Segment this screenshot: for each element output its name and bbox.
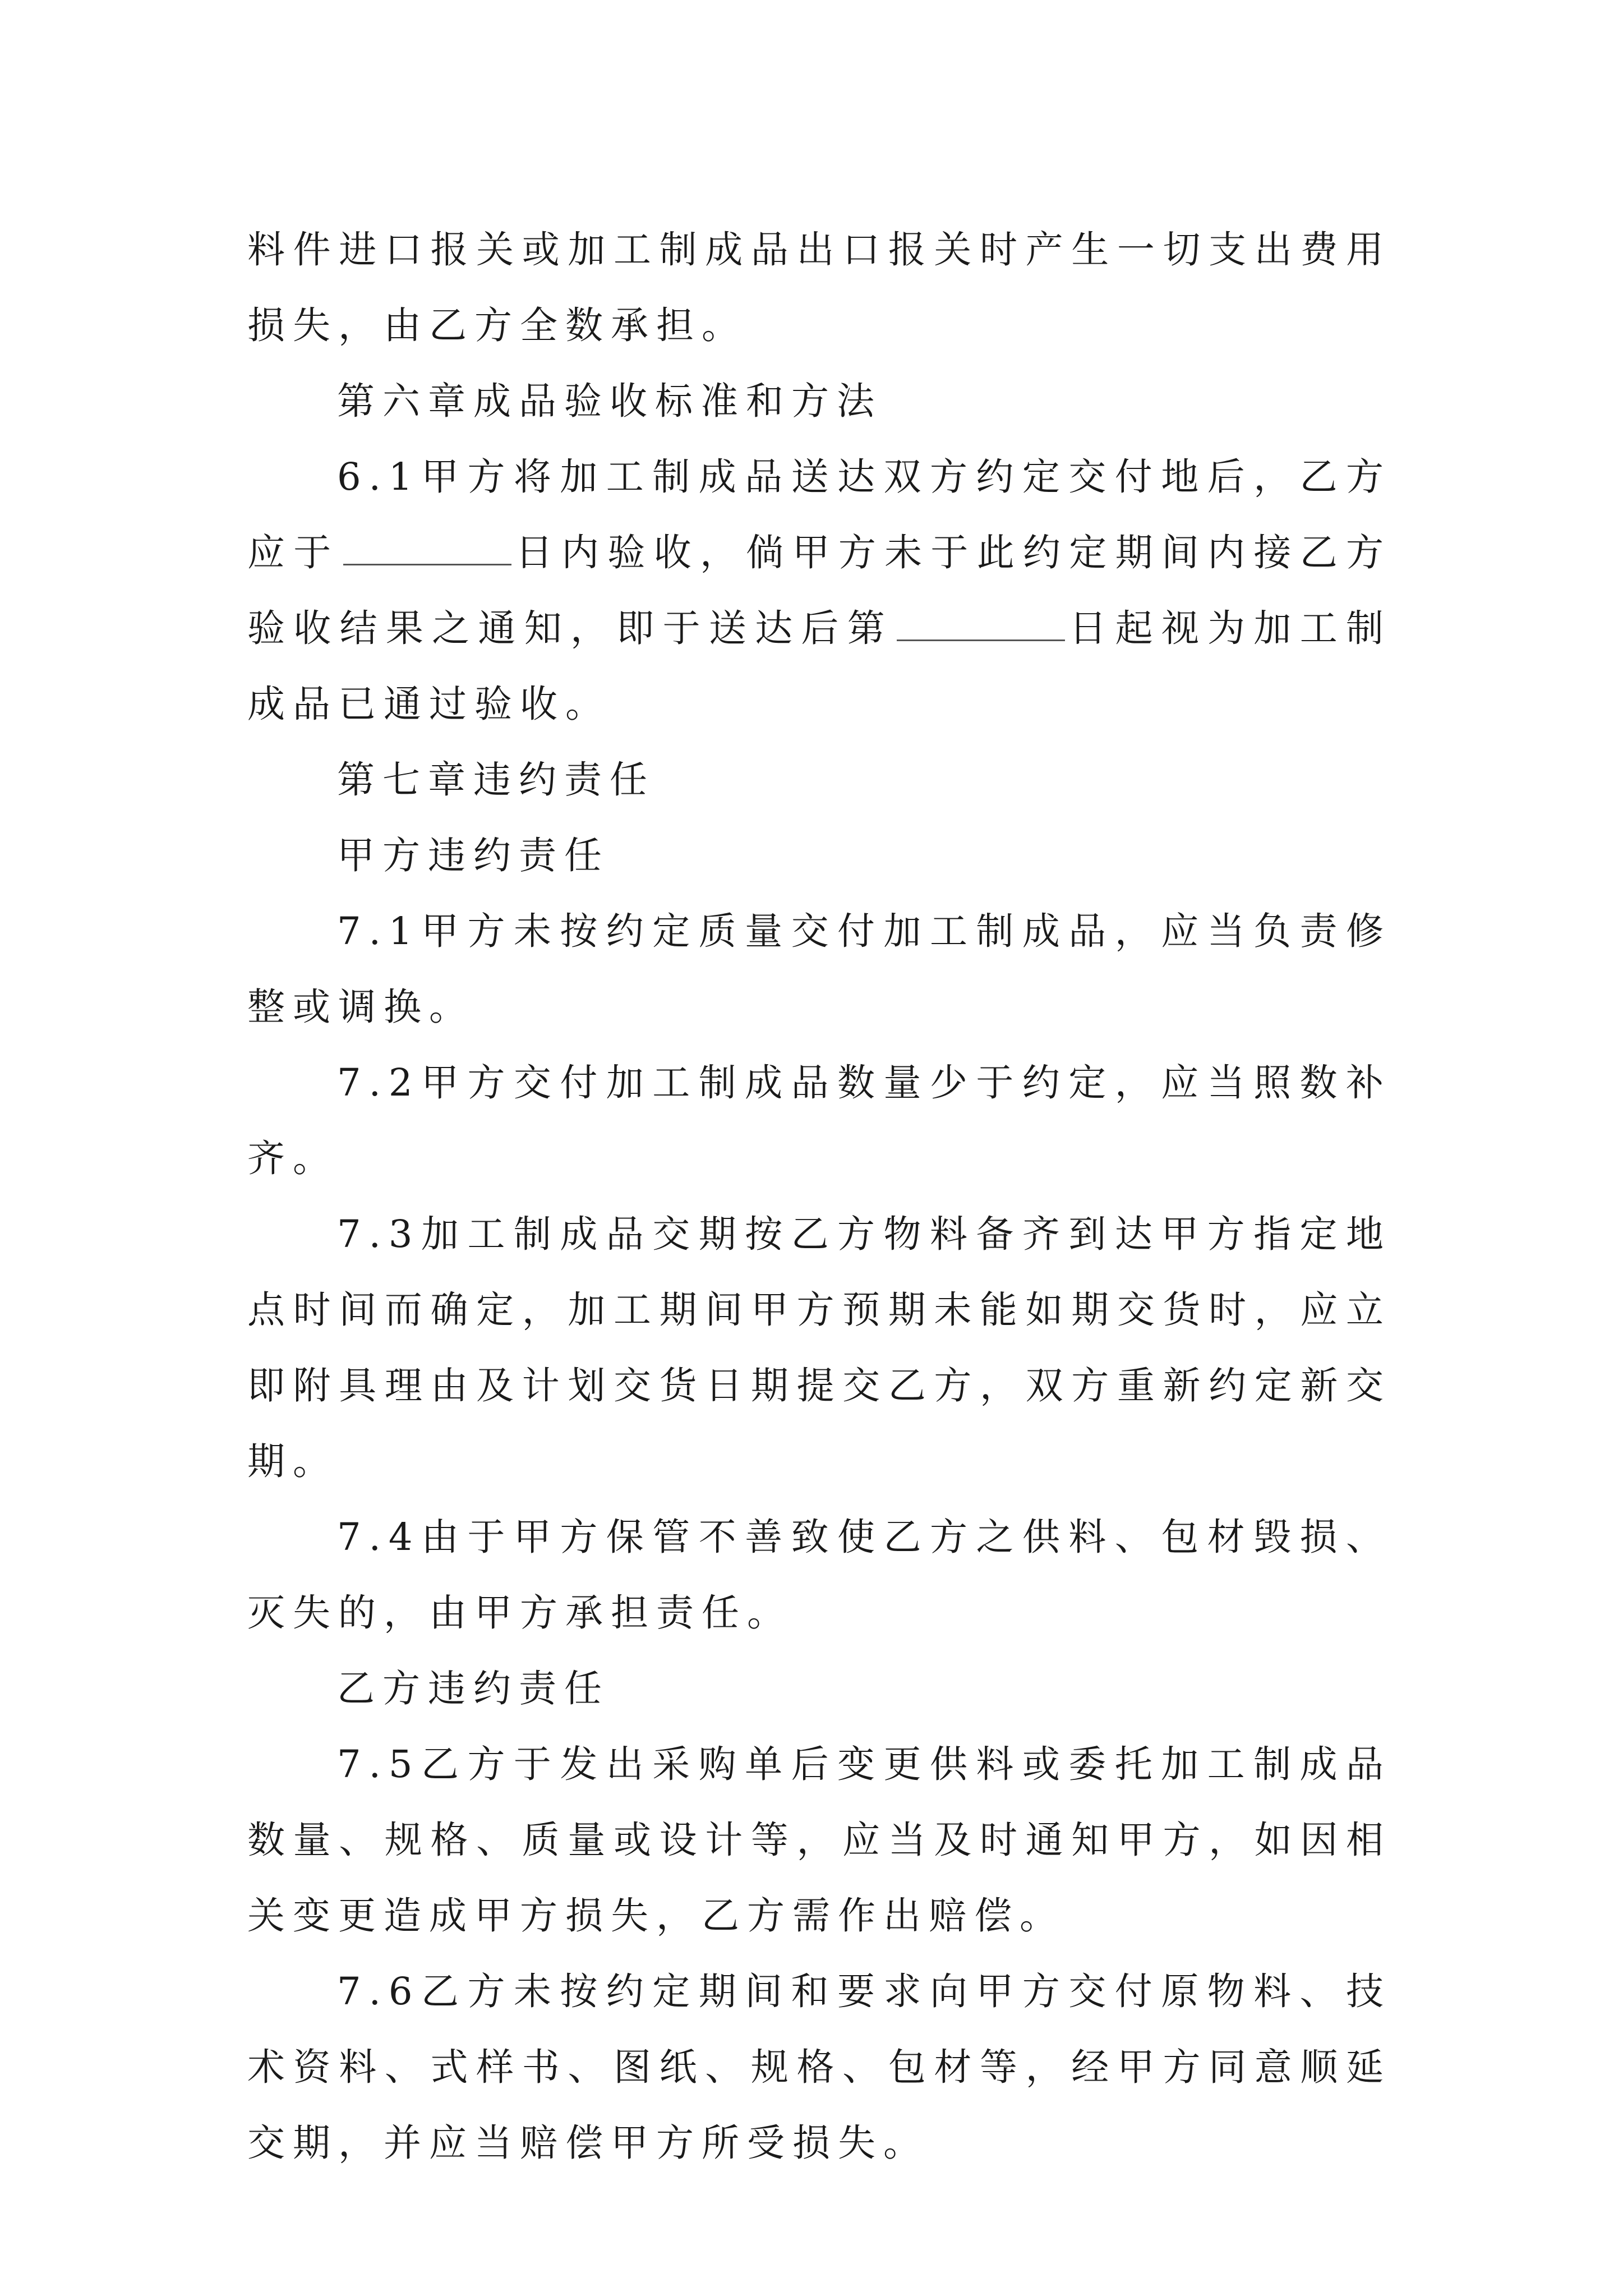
chapter-6-heading: 第六章成品验收标准和方法 (337, 379, 882, 423)
clause-7-2: 7.2甲方交付加工制成品数量少于约定，应当照数补齐。 (247, 1061, 1391, 1180)
clause-7-1: 7.1甲方未按约定质量交付加工制成品，应当负责修整或调换。 (247, 909, 1391, 1029)
document-body (247, 212, 1391, 2181)
party-b-liability-heading: 乙方违约责任 (337, 1667, 610, 1710)
clause-6-1 (247, 439, 1391, 742)
party-a-liability-heading: 甲方违约责任 (337, 834, 610, 877)
clause-7-6: 7.6乙方未按约定期间和要求向甲方交付原物料、技术资料、式样书、图纸、规格、包材等，经甲方同意顺延交期，并应当赔偿甲方所受损失。 (247, 1970, 1391, 2165)
clause-7-4: 7.4由于甲方保管不善致使乙方之供料、包材毁损、灭失的，由甲方承担责任。 (247, 1515, 1391, 1635)
clause-7-5: 7.5乙方于发出采购单后变更供料或委托加工制成品数量、规格、质量或设计等，应当及时通知甲方，如因相关变更造成甲方损失，乙方需作出赔偿。 (247, 1742, 1391, 1938)
clause-6-1-part-b: 日内验收，倘甲方未于此约定期间内接乙方验收结果之通知，即于送达后第 (247, 531, 1392, 650)
paragraph-customs-loss: 料件进口报关或加工制成品出口报关时产生一切支出费用损失，由乙方全数承担。 (247, 228, 1391, 347)
blank-days-field (343, 531, 511, 565)
clause-6-1-part-c: 日起视为加工制成品已通过验收。 (247, 606, 1391, 726)
clause-6-1-part-a: 6.1甲方将加工制成品送达双方约定交付地后，乙方应于 (247, 455, 1391, 574)
blank-day-number-field (897, 607, 1065, 641)
clause-7-3: 7.3加工制成品交期按乙方物料备齐到达甲方指定地点时间而确定，加工期间甲方预期未能如期交货时，应立即附具理由及计划交货日期提交乙方，双方重新约定新交期。 (247, 1212, 1391, 1483)
chapter-7-heading: 第七章违约责任 (337, 758, 655, 802)
